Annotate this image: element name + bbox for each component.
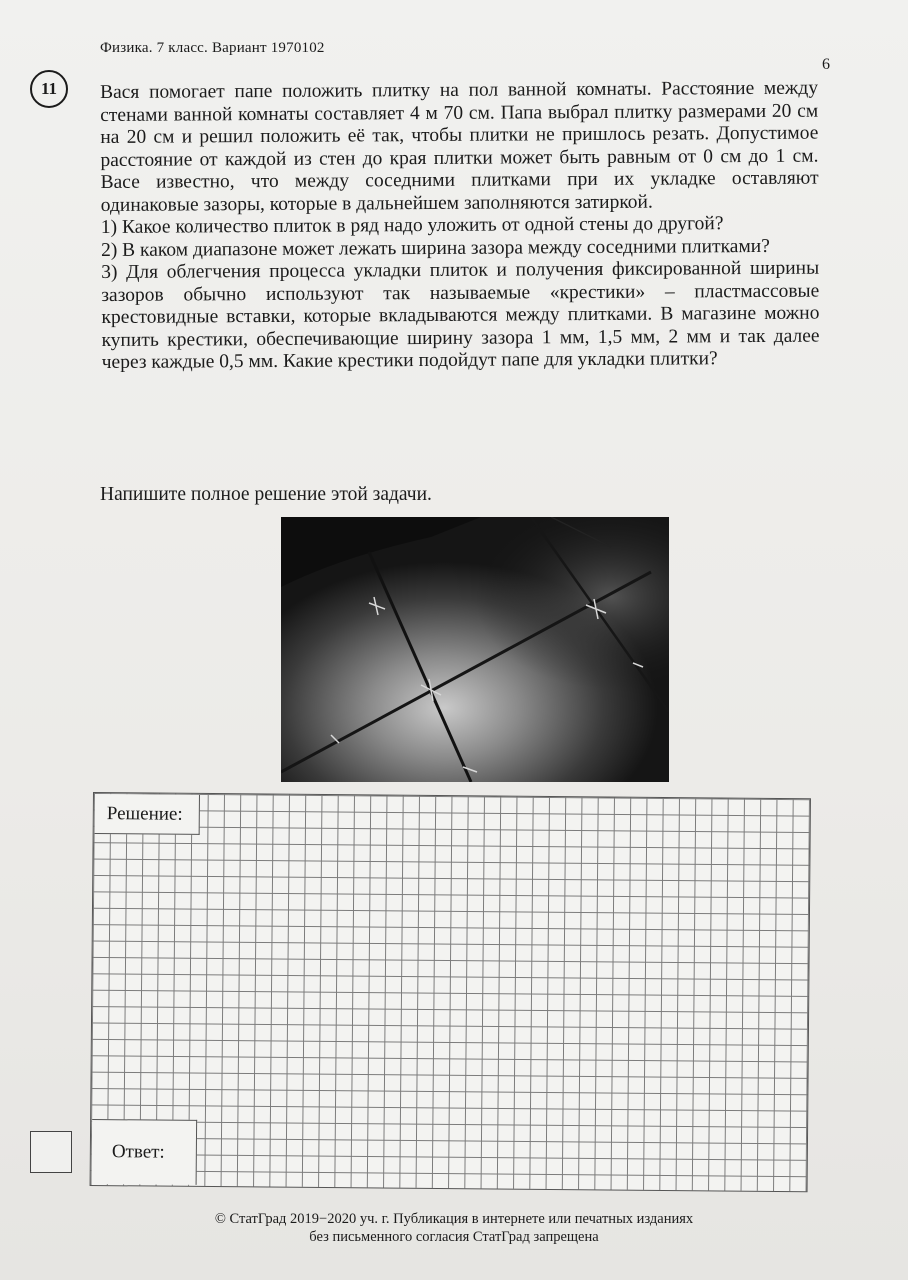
page-header: Физика. 7 класс. Вариант 1970102 xyxy=(100,40,325,56)
page-footer xyxy=(0,1210,908,1246)
answer-label: Ответ: xyxy=(92,1119,198,1185)
footer-copyright: © СтатГрад 2019−2020 уч. г. Публикация в интернете или печатных изданиях xyxy=(214,1211,694,1227)
footer-restriction: без письменного согласия СтатГрад запрещена xyxy=(309,1229,599,1245)
page-number: 6 xyxy=(822,56,830,73)
problem-statement: Вася помогает папе положить плитку на пол ванной комнаты. Расстояние между стенами ванной комнаты составляет 4 м 70 см. Папа выбрал плитку размерами 20 см на 20 см и решил положить её так, чтобы плитки не пришлось резать. Допустимое расстояние от каждой из стен до края плитки может быть равным от 0 см до 1 см. Васе известно, что между соседними плитками при их укладке оставляют одинаковые зазоры, которые в дальнейшем заполняются затиркой. xyxy=(100,77,819,216)
tile-floor-image xyxy=(281,517,669,782)
tile-floor-photo xyxy=(281,517,669,782)
answer-grid[interactable] xyxy=(90,792,811,1192)
question-number-badge: 11 xyxy=(30,70,68,108)
question-2: 2) В каком диапазоне может лежать ширина зазора между соседними плитками? xyxy=(100,235,770,261)
solution-label: Решение: xyxy=(95,794,200,835)
instruction-text: Напишите полное решение этой задачи. xyxy=(100,484,432,505)
problem-text xyxy=(100,78,820,375)
score-box[interactable] xyxy=(30,1131,72,1173)
question-1: 1) Какое количество плиток в ряд надо уложить от одной стены до другой? xyxy=(100,213,724,238)
question-3: 3) Для облегчения процесса укладки плиток и получения фиксированной ширины зазоров обычно используют так называемые «крестики» – пластмассовые крестовидные вставки, которые вкладываются между плитками. В магазине можно купить крестики, обеспечивающие ширину зазора 1 мм, 1,5 мм, 2 мм и так далее через каждые 0,5 мм. Какие крестики подойдут папе для укладки плитки? xyxy=(101,257,820,373)
